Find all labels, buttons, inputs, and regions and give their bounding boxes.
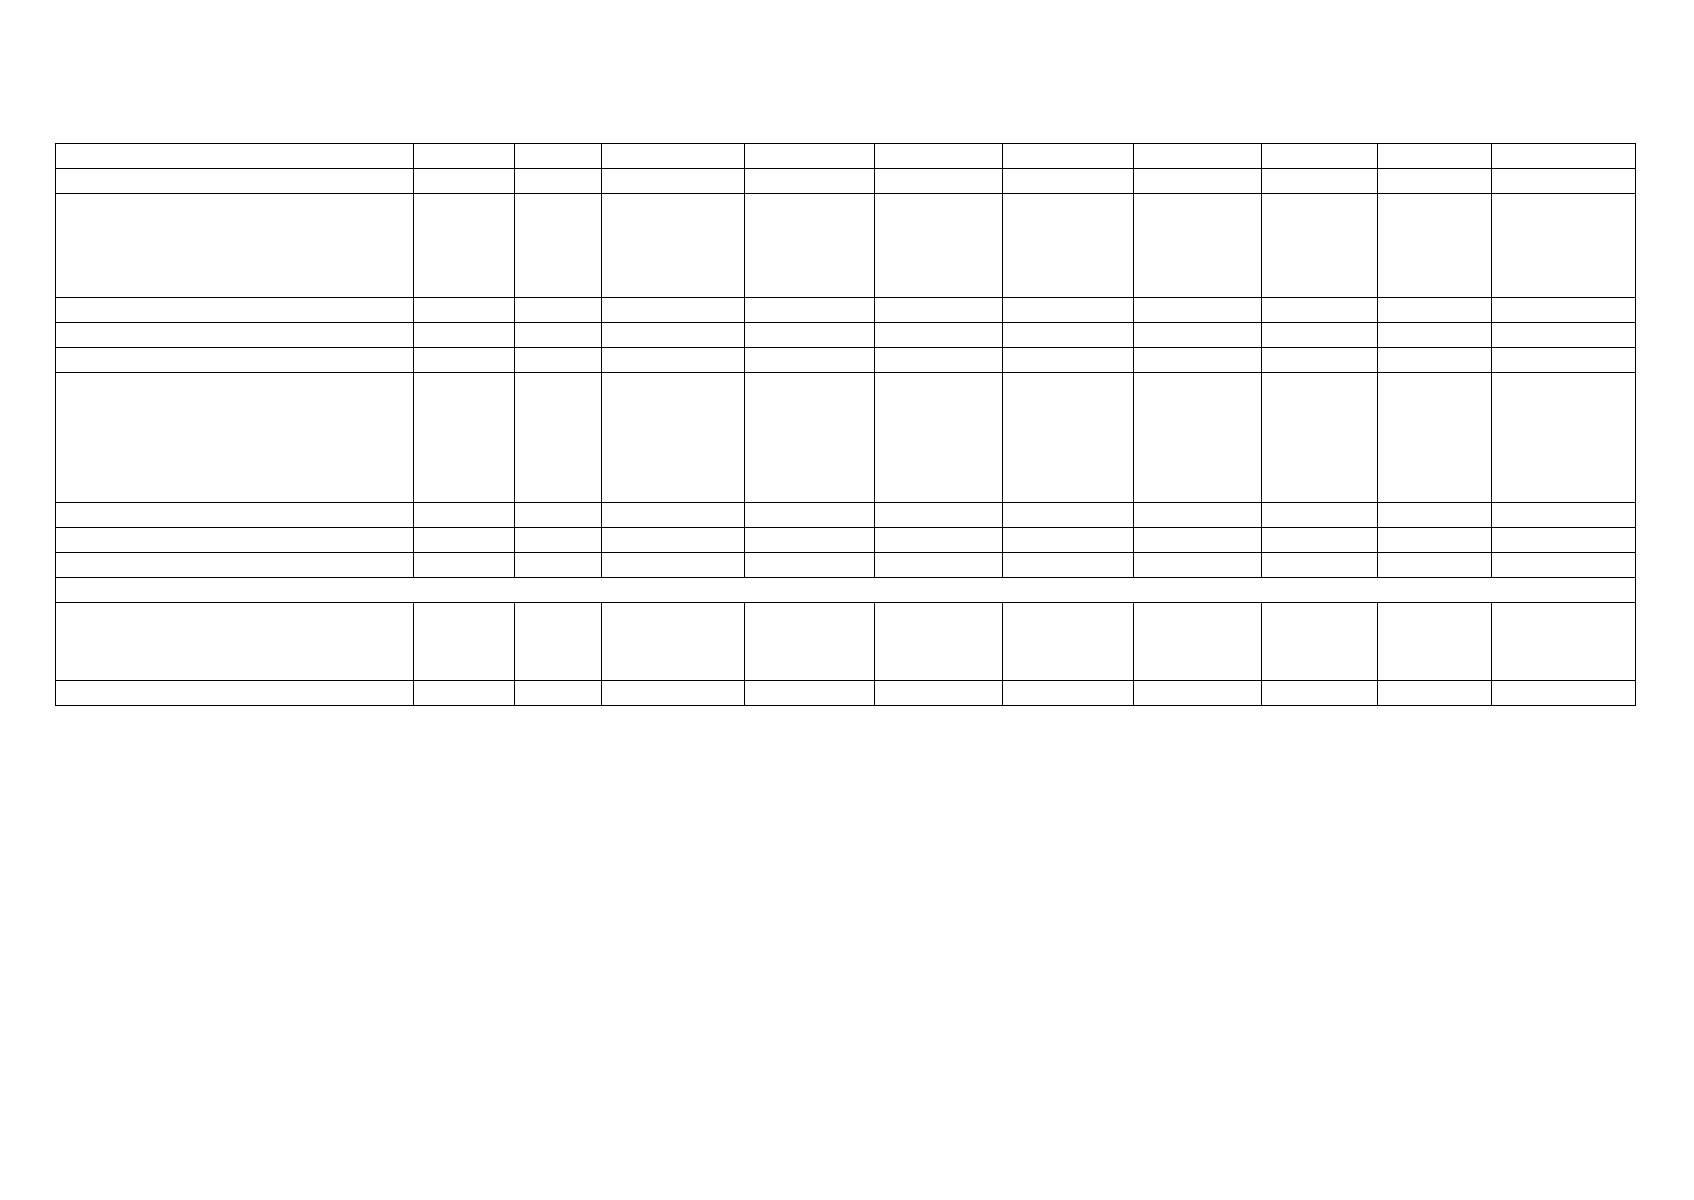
value-cell [1133, 323, 1261, 348]
value-cell [1377, 298, 1491, 323]
row-label [56, 553, 414, 578]
value-cell [1377, 503, 1491, 528]
section-row [56, 578, 1636, 603]
value-cell [1261, 298, 1377, 323]
value-cell [875, 603, 1003, 681]
date-cell [745, 194, 875, 298]
value-cell [1377, 528, 1491, 553]
value-cell [1003, 373, 1133, 503]
value-cell [1133, 373, 1261, 503]
value-cell [1261, 528, 1377, 553]
value-cell [1261, 681, 1377, 706]
cost-cell [601, 528, 744, 553]
row-label [56, 169, 414, 194]
unit-cell [414, 503, 515, 528]
value-cell [1133, 144, 1261, 169]
total-cell [1491, 144, 1635, 169]
total-cell [1491, 298, 1635, 323]
capacity-cell [515, 603, 602, 681]
table-row [56, 323, 1636, 348]
value-cell [1003, 553, 1133, 578]
value-cell [1133, 528, 1261, 553]
value-cell [1003, 603, 1133, 681]
cost-cell [601, 169, 744, 194]
date-cell [745, 528, 875, 553]
value-cell [875, 503, 1003, 528]
value-cell [1377, 553, 1491, 578]
date-cell [745, 553, 875, 578]
value-cell [1133, 681, 1261, 706]
value-cell [1003, 348, 1133, 373]
row-label [56, 528, 414, 553]
cost-cell [601, 503, 744, 528]
value-cell [1261, 348, 1377, 373]
value-cell [1133, 503, 1261, 528]
value-cell [1377, 681, 1491, 706]
unit-cell [414, 144, 515, 169]
capacity-cell [515, 169, 602, 194]
value-cell [1133, 603, 1261, 681]
date-cell [745, 681, 875, 706]
value-cell [1377, 144, 1491, 169]
total-cell [1491, 373, 1635, 503]
value-cell [1003, 194, 1133, 298]
capacity-cell [515, 323, 602, 348]
capacity-cell [515, 528, 602, 553]
row-label [56, 194, 414, 298]
value-cell [875, 144, 1003, 169]
total-cell [1491, 194, 1635, 298]
value-cell [1261, 553, 1377, 578]
table-row [56, 553, 1636, 578]
row-label [56, 348, 414, 373]
total-cell [1491, 503, 1635, 528]
value-cell [875, 194, 1003, 298]
table-row [56, 528, 1636, 553]
capacity-cell [515, 681, 602, 706]
value-cell [1133, 348, 1261, 373]
date-cell [745, 373, 875, 503]
unit-cell [414, 169, 515, 194]
cost-cell [601, 144, 744, 169]
cost-cell [601, 553, 744, 578]
table-row [56, 503, 1636, 528]
row-label [56, 503, 414, 528]
value-cell [875, 298, 1003, 323]
date-cell [745, 348, 875, 373]
section-title [56, 578, 1636, 603]
table-row [56, 169, 1636, 194]
value-cell [1261, 323, 1377, 348]
date-cell [745, 323, 875, 348]
date-cell [745, 603, 875, 681]
table-row [56, 603, 1636, 681]
unit-cell [414, 528, 515, 553]
total-cell [1491, 528, 1635, 553]
total-cell [1491, 348, 1635, 373]
cost-cell [601, 373, 744, 503]
cost-cell [601, 348, 744, 373]
value-cell [1003, 169, 1133, 194]
date-cell [745, 298, 875, 323]
capacity-cell [515, 373, 602, 503]
row-label [56, 373, 414, 503]
value-cell [1261, 503, 1377, 528]
value-cell [875, 348, 1003, 373]
row-label [56, 298, 414, 323]
value-cell [875, 553, 1003, 578]
total-cell [1491, 681, 1635, 706]
row-label [56, 323, 414, 348]
table-row [56, 298, 1636, 323]
date-cell [745, 144, 875, 169]
value-cell [1003, 298, 1133, 323]
value-cell [1377, 169, 1491, 194]
value-cell [1261, 194, 1377, 298]
row-label [56, 681, 414, 706]
capacity-cell [515, 144, 602, 169]
value-cell [1003, 681, 1133, 706]
date-cell [745, 503, 875, 528]
value-cell [875, 681, 1003, 706]
value-cell [1133, 194, 1261, 298]
capacity-cell [515, 194, 602, 298]
value-cell [1261, 603, 1377, 681]
value-cell [1003, 144, 1133, 169]
value-cell [875, 169, 1003, 194]
total-cell [1491, 323, 1635, 348]
unit-cell [414, 298, 515, 323]
value-cell [1377, 348, 1491, 373]
table-row [56, 373, 1636, 503]
total-cell [1491, 553, 1635, 578]
budget-table [55, 143, 1636, 706]
table-row [56, 194, 1636, 298]
value-cell [1133, 553, 1261, 578]
total-cell [1491, 603, 1635, 681]
value-cell [1261, 169, 1377, 194]
cost-cell [601, 323, 744, 348]
capacity-cell [515, 553, 602, 578]
table-row [56, 144, 1636, 169]
value-cell [1003, 528, 1133, 553]
value-cell [1261, 373, 1377, 503]
cost-cell [601, 194, 744, 298]
value-cell [1133, 169, 1261, 194]
table-row [56, 681, 1636, 706]
total-cell [1491, 169, 1635, 194]
cost-cell [601, 298, 744, 323]
capacity-cell [515, 348, 602, 373]
value-cell [1377, 323, 1491, 348]
value-cell [1003, 323, 1133, 348]
value-cell [1377, 194, 1491, 298]
unit-cell [414, 603, 515, 681]
unit-cell [414, 373, 515, 503]
unit-cell [414, 194, 515, 298]
row-label [56, 603, 414, 681]
value-cell [1377, 373, 1491, 503]
value-cell [1377, 603, 1491, 681]
value-cell [1133, 298, 1261, 323]
row-label [56, 144, 414, 169]
date-cell [745, 169, 875, 194]
unit-cell [414, 348, 515, 373]
cost-cell [601, 603, 744, 681]
unit-cell [414, 553, 515, 578]
value-cell [875, 528, 1003, 553]
value-cell [875, 373, 1003, 503]
capacity-cell [515, 503, 602, 528]
value-cell [875, 323, 1003, 348]
unit-cell [414, 681, 515, 706]
cost-cell [601, 681, 744, 706]
value-cell [1003, 503, 1133, 528]
table-row [56, 348, 1636, 373]
value-cell [1261, 144, 1377, 169]
capacity-cell [515, 298, 602, 323]
unit-cell [414, 323, 515, 348]
